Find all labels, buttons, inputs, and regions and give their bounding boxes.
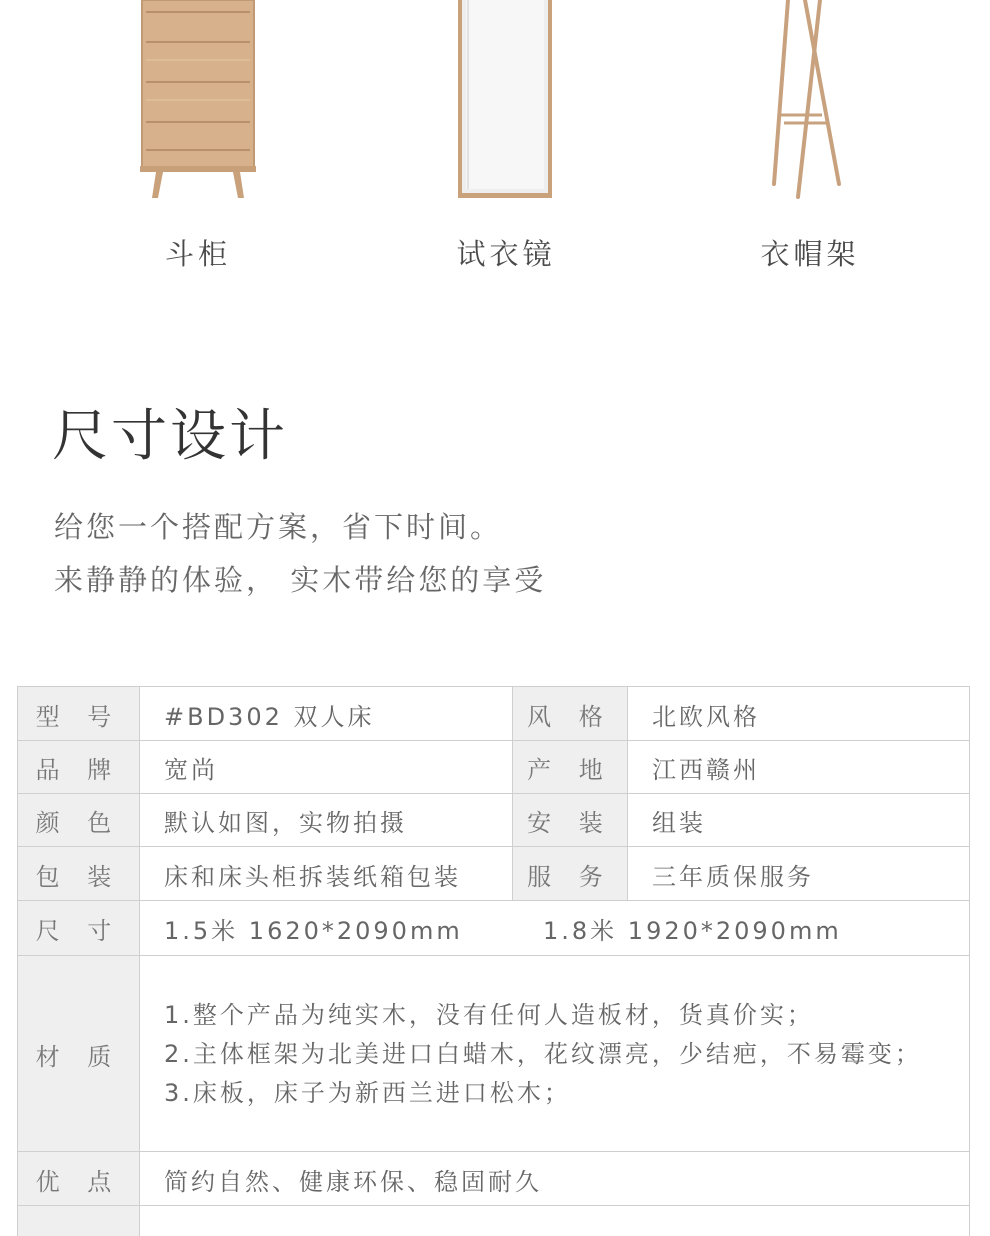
spec-size-values bbox=[139, 901, 970, 956]
spec-key: 材 质 bbox=[17, 956, 139, 1152]
product-label-coat-rack: 衣帽架 bbox=[760, 237, 860, 271]
spec-value: 默认如图，实物拍摄 bbox=[139, 794, 512, 847]
spec-key: 风 格 bbox=[512, 687, 627, 741]
material-line: 3.床板，床子为新西兰进口松木； bbox=[164, 1078, 571, 1107]
product-coat-rack[interactable] bbox=[660, 0, 960, 290]
product-chest[interactable] bbox=[48, 0, 348, 290]
spec-key: 服 务 bbox=[512, 847, 627, 901]
spec-value: 北欧风格 bbox=[627, 687, 970, 741]
spec-key: 颜 色 bbox=[17, 794, 139, 847]
spec-row-material bbox=[17, 955, 970, 1152]
spec-size-a: 1.5米 1620*2090mm bbox=[164, 917, 463, 945]
section-description-line1: 给您一个搭配方案，省下时间。 bbox=[54, 510, 503, 544]
spec-material-lines bbox=[139, 956, 970, 1152]
section-description-line2: 来静静的体验， 实木带给您的享受 bbox=[54, 563, 547, 597]
spec-row-advantage bbox=[17, 1151, 970, 1206]
spec-row-size bbox=[17, 900, 970, 956]
spec-row bbox=[17, 686, 970, 741]
chest-of-drawers-icon bbox=[48, 0, 348, 210]
spec-value: 组装 bbox=[627, 794, 970, 847]
material-line: 1.整个产品为纯实木，没有任何人造板材，货真价实； bbox=[164, 1000, 814, 1029]
spec-row bbox=[17, 846, 970, 901]
coat-rack-icon bbox=[660, 0, 960, 210]
product-label-chest: 斗柜 bbox=[164, 237, 231, 271]
spec-key: 型 号 bbox=[17, 687, 139, 741]
spec-key: 产 地 bbox=[512, 741, 627, 794]
spec-value-empty bbox=[139, 1206, 970, 1236]
spec-key: 尺 寸 bbox=[17, 901, 139, 956]
spec-value: 三年质保服务 bbox=[627, 847, 970, 901]
product-mirror[interactable] bbox=[356, 0, 656, 290]
spec-key-empty bbox=[17, 1206, 139, 1236]
spec-key: 包 装 bbox=[17, 847, 139, 901]
spec-value: 宽尚 bbox=[139, 741, 512, 794]
product-showcase bbox=[0, 0, 990, 290]
spec-row-partial bbox=[17, 1205, 970, 1236]
spec-key: 品 牌 bbox=[17, 741, 139, 794]
spec-key: 安 装 bbox=[512, 794, 627, 847]
spec-value: 床和床头柜拆装纸箱包装 bbox=[139, 847, 512, 901]
spec-value: 江西赣州 bbox=[627, 741, 970, 794]
standing-mirror-icon bbox=[356, 0, 656, 210]
spec-key: 优 点 bbox=[17, 1152, 139, 1206]
spec-value: #BD302 双人床 bbox=[139, 687, 512, 741]
spec-row bbox=[17, 793, 970, 847]
section-title: 尺寸设计 bbox=[52, 404, 288, 469]
spec-value: 简约自然、健康环保、稳固耐久 bbox=[139, 1152, 970, 1206]
material-line: 2.主体框架为北美进口白蜡木，花纹漂亮，少结疤，不易霉变； bbox=[164, 1039, 922, 1068]
spec-row bbox=[17, 740, 970, 794]
product-label-mirror: 试衣镜 bbox=[456, 237, 556, 271]
spec-size-b: 1.8米 1920*2090mm bbox=[543, 917, 842, 945]
